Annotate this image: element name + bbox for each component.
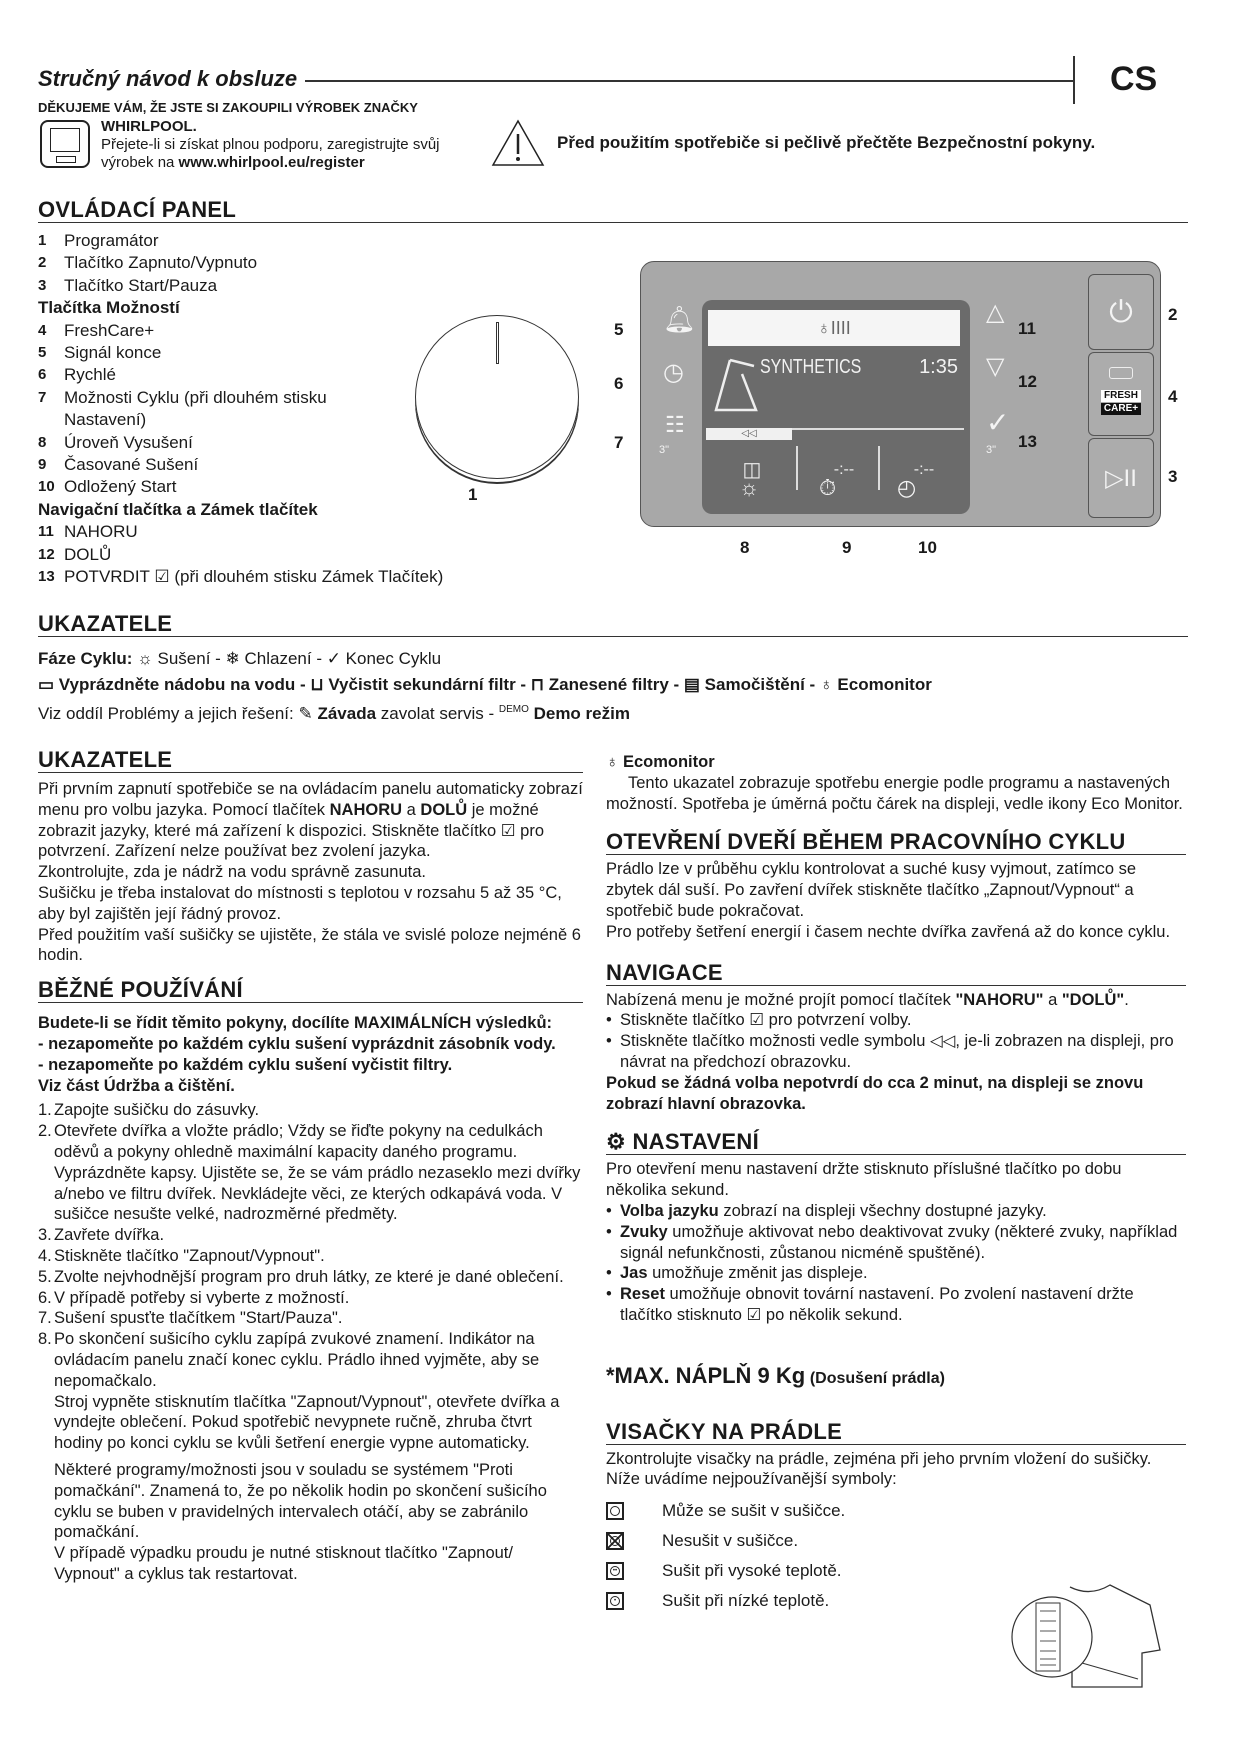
control-panel-diagram	[640, 261, 1161, 527]
legend-label: Tlačítko Start/Pauza	[64, 275, 218, 295]
power-icon: ⏻︎	[1109, 296, 1133, 329]
symbol-circle	[610, 1536, 620, 1546]
warnings-line	[38, 675, 932, 695]
callout-2: 2	[1168, 305, 1178, 324]
step-text: Zavřete dvířka.	[54, 1226, 165, 1245]
legend-number: 1	[38, 232, 47, 249]
care-symbol-text: Sušit při nízké teplotě.	[662, 1590, 830, 1610]
safety-warning: Před použitím spotřebiče si pečlivě přečtěte Bezpečnostní pokyny.	[557, 133, 1096, 152]
legend-label: NAHORU	[64, 522, 138, 542]
registration-block	[101, 118, 440, 172]
step-text: Stiskněte tlačítko "Zapnout/Vypnout".	[54, 1246, 325, 1265]
legend-number: 4	[38, 321, 47, 339]
step-item	[38, 1225, 583, 1246]
options-subheading: Tlačítka Možností	[38, 298, 180, 318]
step-number: 8.	[38, 1330, 52, 1349]
bullet-item	[606, 1010, 1186, 1031]
settings-key: Reset	[620, 1285, 665, 1304]
instruction-bold: Viz část Údržba a čištění.	[38, 1076, 235, 1095]
care-symbol-text: Může se sušit v sušičce.	[662, 1500, 846, 1520]
callout-13: 13	[1018, 432, 1037, 451]
bullet-item	[606, 1031, 1186, 1073]
timed-dry-icon[interactable]: ⏱︎	[819, 475, 837, 500]
legend-item	[38, 230, 443, 252]
up-arrow-icon[interactable]: △	[986, 299, 1005, 326]
settings-desc: umožňuje změnit jas displeje.	[647, 1264, 868, 1283]
symbol-circle: •	[610, 1596, 620, 1606]
legend-number: 8	[38, 433, 47, 451]
thanks-text: DĚKUJEME VÁM, ŽE JSTE SI ZAKOUPILI VÝROBEK ZNAČKY	[38, 100, 418, 115]
timer-value: -:--	[833, 461, 855, 478]
bullet: •	[606, 1222, 612, 1241]
instruction-bold: - nezapomeňte po každém cyklu sušení vyčistit filtry.	[38, 1055, 453, 1074]
step-item	[38, 1329, 583, 1391]
step-item	[38, 1308, 583, 1329]
registration-text: Přejete-li si získat plnou podporu, zaregistrujte svůj	[101, 136, 440, 153]
legend-item	[38, 364, 443, 386]
navigation-intro	[606, 990, 1186, 1011]
navigation-timeout-note: Pokud se žádná volba nepotvrdí do cca 2 minut, na displeji se znovu zobrazí hlavní obrazovka.	[606, 1073, 1144, 1113]
freshcare-led	[1109, 367, 1133, 379]
section-heading-indicators: UKAZATELE	[38, 612, 1188, 637]
legend-number: 12	[38, 545, 55, 563]
bullet: •	[606, 1011, 612, 1030]
legend-item	[38, 387, 443, 409]
symbol-circle: ••	[610, 1566, 620, 1576]
legend-label: Tlačítko Zapnuto/Vypnuto	[64, 253, 258, 273]
legend-number: 11	[38, 523, 54, 541]
delay-value: -:--	[913, 461, 935, 478]
settings-key: Volba jazyku	[620, 1201, 719, 1220]
step-number: 4.	[38, 1246, 52, 1265]
cycle-phases-line	[38, 649, 441, 669]
legend-label: Úroveň Vysušení	[64, 432, 193, 452]
lock-hold-hint: 3"	[986, 444, 997, 456]
paragraph	[38, 883, 583, 925]
legend-item	[38, 342, 443, 364]
legend-number: 10	[38, 478, 55, 496]
settings-desc: umožňuje obnovit tovární nastavení. Po zvolení nastavení držte tlačítko stisknuto ☑ po několik sekund.	[620, 1285, 1134, 1324]
fresh-label: FRESH	[1101, 390, 1141, 402]
settings-intro: Pro otevření menu nastavení držte stisknuto příslušné tlačítko po dobu několika sekund.	[606, 1160, 1122, 1200]
title-vertical-divider	[1073, 56, 1075, 104]
text-run: Nabízená menu je možné projít pomocí tlačítek	[606, 990, 956, 1009]
callout-11: 11	[1018, 319, 1036, 338]
step-text: Otevřete dvířka a vložte prádlo; Vždy se řiďte pokyny na cedulkách oděvů a pokyny ohledně maximální kapacity daného programu. Vyprázdněte kapsy. Ujistěte se, že se vám prádlo nezaseklo mezi dvířky a/nebo ve filtru dvířek. Nevkládejte věci, ze kterých odkapává voda. V sušičce nesušte velké, nadrozměrné předměty.	[54, 1122, 581, 1224]
step-number: 6.	[38, 1288, 52, 1307]
legend-label: Signál konce	[64, 343, 162, 363]
care-symbol-text: Nesušit v sušičce.	[662, 1530, 799, 1550]
section-heading-control-panel: OVLÁDACÍ PANEL	[38, 198, 1188, 223]
settings-item	[606, 1222, 1186, 1264]
legend-number: 13	[38, 568, 55, 586]
section-heading-settings	[606, 1130, 1186, 1155]
bullet-text: Stiskněte tlačítko ☑ pro potvrzení volby.	[620, 1011, 912, 1030]
step-text: V případě potřeby si vyberte z možností.	[54, 1288, 350, 1307]
legend-number: 9	[38, 456, 47, 474]
ecomonitor-bars: ♁IIII	[708, 310, 960, 346]
symbol-circle	[610, 1506, 620, 1516]
navigation-subheading: Navigační tlačítka a Zámek tlačítek	[38, 499, 318, 519]
settings-text	[620, 1263, 868, 1284]
legend-number: 2	[38, 254, 47, 272]
dial-marker	[496, 322, 499, 364]
step-number: 7.	[38, 1309, 52, 1328]
legend-label: Možnosti Cyklu (při dlouhém stisku	[64, 387, 327, 407]
legend-label: Odložený Start	[64, 477, 177, 497]
text-run: Viz oddíl Problémy a jejich řešení: ✎	[38, 704, 318, 723]
step-item	[38, 1246, 583, 1267]
text-run: Zkontrolujte, zda je nádrž na vodu správně zasunuta.	[38, 863, 426, 882]
legend-item	[38, 275, 443, 297]
step-number: 1.	[38, 1101, 52, 1120]
text-run: je možné zobrazit jazyky, které má zařízení k dispozici. Stiskněte tlačítko ☑ pro potvrzení. Zařízení nelze používat bez zvolení jazyka.	[38, 800, 545, 861]
display-divider	[796, 446, 798, 490]
text-run: DEMO	[498, 704, 529, 715]
ecomonitor-text: Tento ukazatel zobrazuje spotřebu energie podle programu a nastavených možností. Spotřeba je úměrná počtu čárek na displeji, vedle ikony Eco Monitor.	[606, 773, 1183, 813]
section-heading-regular-use: BĚŽNÉ POUŽÍVÁNÍ	[38, 978, 583, 1003]
instruction-bold: Budete-li se řídit těmito pokyny, docílíte MAXIMÁLNÍCH výsledků:	[38, 1014, 553, 1033]
legend-item	[38, 320, 443, 342]
ecomonitor-heading: Ecomonitor	[622, 753, 715, 771]
settings-heading-text: NASTAVENÍ	[632, 1129, 759, 1155]
text-run: "DOLŮ"	[1061, 990, 1125, 1009]
callout-7: 7	[614, 433, 624, 452]
settings-item	[606, 1201, 1186, 1222]
callout-3: 3	[1168, 467, 1178, 486]
language-code: CS	[1110, 60, 1158, 98]
section-heading-door-opening: OTEVŘENÍ DVEŘÍ BĚHEM PRACOVNÍHO CYKLU	[606, 830, 1186, 855]
step-item	[38, 1288, 583, 1309]
back-indicator: ◁◁	[706, 428, 792, 440]
step-item	[38, 1267, 583, 1288]
text-run: ▭ Vyprázdněte nádobu na vodu - ⊔ Vyčistit sekundární filtr - ⊓ Zanesené filtry - ▤ Samočištění - ♁ Ecomonitor	[38, 675, 932, 694]
legend-label: DOLŮ	[64, 544, 112, 564]
paragraph	[38, 862, 583, 883]
step-item	[38, 1121, 583, 1225]
settings-desc: zobrazí na displeji všechny dostupné jazyky.	[718, 1201, 1047, 1220]
remaining-time: 1:35	[919, 356, 958, 378]
text-run: NAHORU	[329, 800, 403, 819]
paragraph: Prádlo lze v průběhu cyklu kontrolovat a suché kusy vyjmout, zatímco se zbytek dál suší. Po zavření dvířek stiskněte tlačítko „Zapnout/Vypnout“ a spotřebič bude pokračovat.	[606, 860, 1137, 920]
legend-item	[38, 252, 443, 274]
step-number: 5.	[38, 1267, 52, 1286]
settings-item	[606, 1284, 1186, 1326]
control-panel-legend	[38, 230, 443, 589]
text-run: ☼ Sušení - ❄ Chlazení - ✓ Konec Cyklu	[137, 649, 442, 668]
legend-number	[38, 409, 64, 431]
settings-gear-icon: ⚙	[606, 1129, 633, 1155]
callout-4: 4	[1168, 387, 1178, 406]
left-column	[38, 748, 583, 1585]
door-icon: ◫	[742, 459, 762, 481]
text-run: DOLŮ	[420, 800, 468, 819]
text-run: Při prvním zapnutí spotřebiče se na ovládacím panelu automaticky zobrazí menu pro volbu jazyka. Pomocí tlačítek	[38, 780, 583, 819]
title-divider	[305, 80, 1075, 82]
step-item	[38, 1100, 583, 1121]
legend-number: 5	[38, 344, 47, 362]
bullet: •	[606, 1285, 612, 1304]
legend-label: Nastavení)	[64, 410, 147, 430]
legend-label: Programátor	[64, 231, 159, 250]
care-labels-intro: Zkontrolujte visačky na prádle, zejména při jeho prvním vložení do sušičky. Níže uvádíme nejpoužívanější symboly:	[606, 1449, 1152, 1489]
cycle-options-icon[interactable]: ☷	[665, 412, 685, 437]
start-pause-button[interactable]	[1088, 438, 1154, 518]
callout-1: 1	[468, 485, 478, 504]
faults-line	[38, 704, 630, 724]
legend-label: Časované Sušení	[64, 455, 199, 475]
settings-text	[620, 1222, 1186, 1264]
callout-5: 5	[614, 320, 624, 339]
right-column	[606, 752, 1186, 1616]
text-run: Závada	[317, 704, 377, 723]
step-text: Zvolte nejvhodnější program pro druh látky, ze které je dané oblečení.	[54, 1267, 564, 1286]
paragraph: Stroj vypněte stisknutím tlačítka "Zapnout/Vypnout", otevřete dvířka a vyndejte oblečení. Pokud spotřebič nevypnete ručně, zhruba čtvrt hodiny po konci cyklu se kvůli šetření energie vypne automaticky.	[54, 1392, 560, 1453]
end-signal-bell-icon[interactable]: 🔔︎	[663, 304, 697, 334]
text-run: zavolat servis -	[376, 704, 499, 723]
legend-number: 3	[38, 276, 47, 294]
step-number: 2.	[38, 1122, 52, 1141]
paragraph	[38, 779, 583, 862]
settings-item	[606, 1263, 1186, 1284]
paragraph: Pro potřeby šetření energií i časem nechte dvířka zavřená až do konce cyklu.	[606, 922, 1171, 941]
paragraph: Některé programy/možnosti jsou v souladu se systémem "Proti pomačkání". Znamená to, že po několik hodin po skončení sušicího cyklu se buben v pravidelných intervalech otáčí, aby se zabránilo pomačkání.	[54, 1460, 547, 1542]
tumble-dry-high-icon	[606, 1562, 624, 1580]
legend-label: FreshCare+	[64, 320, 155, 340]
step-text: Sušení spusťte tlačítkem "Start/Pauza".	[54, 1309, 343, 1328]
confirm-check-icon[interactable]: ✓	[986, 407, 1010, 438]
display-divider	[878, 446, 880, 490]
freshcare-button[interactable]	[1088, 352, 1154, 436]
care-label: CARE+	[1101, 403, 1141, 415]
legend-item	[38, 454, 443, 476]
callout-6: 6	[614, 374, 624, 393]
bullet-text: Stiskněte tlačítko možnosti vedle symbolu ◁◁, je-li zobrazen na displeji, pro návrat na předchozí obrazovku.	[620, 1032, 1174, 1071]
settings-desc: umožňuje aktivovat nebo deaktivovat zvuky (některé zvuky, například signál nefunkčnosti, zůstanou nicméně spuštěné).	[620, 1222, 1178, 1262]
legend-item	[38, 476, 443, 498]
text-run: "NAHORU"	[955, 990, 1044, 1009]
warning-triangle-icon	[490, 118, 546, 168]
section-heading-navigation: NAVIGACE	[606, 961, 1186, 986]
settings-text	[620, 1201, 1047, 1222]
monitor-icon	[40, 120, 90, 168]
ecomonitor-icon: ♁	[606, 753, 623, 771]
brand-name: WHIRLPOOL.	[101, 118, 197, 135]
text-run: .	[1124, 990, 1129, 1009]
registration-link[interactable]: www.whirlpool.eu/register	[178, 154, 365, 171]
step-text: Zapojte sušičku do zásuvky.	[54, 1101, 260, 1120]
legend-label: Rychlé	[64, 365, 116, 385]
bullet: •	[606, 1264, 612, 1283]
section-heading-ukazatele: UKAZATELE	[38, 748, 583, 773]
max-load: *MAX. NÁPLŇ 9 Kg	[606, 1362, 806, 1388]
text-run: a	[402, 800, 421, 819]
callout-8: 8	[740, 538, 750, 557]
paragraph: V případě výpadku proudu je nutné stisknout tlačítko "Zapnout/ Vypnout" a cyklus tak restartovat.	[54, 1544, 513, 1583]
synthetics-program-icon	[714, 356, 760, 414]
section-heading-care-labels: VISAČKY NA PRÁDLE	[606, 1420, 1186, 1445]
max-load-note: (Dosušení prádla)	[809, 1369, 945, 1387]
text-run: a	[1043, 990, 1062, 1009]
instruction-bold: - nezapomeňte po každém cyklu sušení vyprázdnit zásobník vody.	[38, 1034, 556, 1053]
settings-text	[620, 1284, 1186, 1326]
legend-item	[38, 409, 443, 431]
step-text: Po skončení sušicího cyklu zapípá zvukové znamení. Indikátor na ovládacím panelu značí konec cyklu. Prádlo ihned vyjměte, aby se nepomačkalo.	[54, 1330, 540, 1390]
legend-item	[38, 566, 443, 588]
legend-item	[38, 432, 443, 454]
tumble-dry-low-icon	[606, 1592, 624, 1610]
callout-10: 10	[918, 538, 937, 557]
no-tumble-dry-icon	[606, 1532, 624, 1550]
delay-start-icon[interactable]: ◴	[897, 475, 917, 500]
legend-item	[38, 521, 443, 543]
text-run: Fáze Cyklu:	[38, 649, 138, 668]
document-title: Stručný návod k obsluze	[38, 66, 298, 91]
paragraph	[38, 925, 583, 967]
play-pause-icon: ▷II	[1105, 465, 1137, 492]
bullet: •	[606, 1032, 612, 1051]
tumble-dry-icon	[606, 1502, 624, 1520]
care-symbol-row	[606, 1496, 1186, 1526]
legend-item	[38, 544, 443, 566]
text-run: Sušičku je třeba instalovat do místnosti s teplotou v rozsahu 5 až 35 °C, aby byl zajištěn její řádný provoz.	[38, 883, 562, 923]
power-button[interactable]	[1088, 274, 1154, 350]
care-symbol-row	[606, 1526, 1186, 1556]
down-arrow-icon[interactable]: ▽	[986, 353, 1005, 380]
text-run: Před použitím vaší sušičky se ujistěte, že stála ve svislé poloze nejméně 6 hodin.	[38, 925, 581, 965]
text-run: Demo režim	[528, 704, 630, 723]
tshirt-label-illustration	[1010, 1575, 1170, 1695]
callout-12: 12	[1018, 372, 1037, 391]
program-name: SYNTHETICS	[760, 356, 862, 378]
settings-key: Zvuky	[620, 1222, 668, 1241]
registration-prefix: výrobek na	[101, 154, 179, 171]
settings-hold-hint: 3"	[659, 444, 670, 456]
callout-9: 9	[842, 538, 852, 557]
settings-key: Jas	[620, 1264, 648, 1283]
bullet: •	[606, 1201, 612, 1220]
program-dial[interactable]	[415, 315, 579, 479]
care-symbol-text: Sušit při vysoké teplotě.	[662, 1560, 842, 1580]
step-number: 3.	[38, 1226, 52, 1245]
legend-number: 6	[38, 366, 47, 384]
quick-icon[interactable]: ◷	[663, 359, 684, 386]
dryness-level-icon[interactable]: ☼	[739, 475, 760, 500]
legend-label: POTVRDIT ☑ (při dlouhém stisku Zámek Tlačítek)	[64, 567, 444, 587]
legend-number: 7	[38, 388, 47, 406]
